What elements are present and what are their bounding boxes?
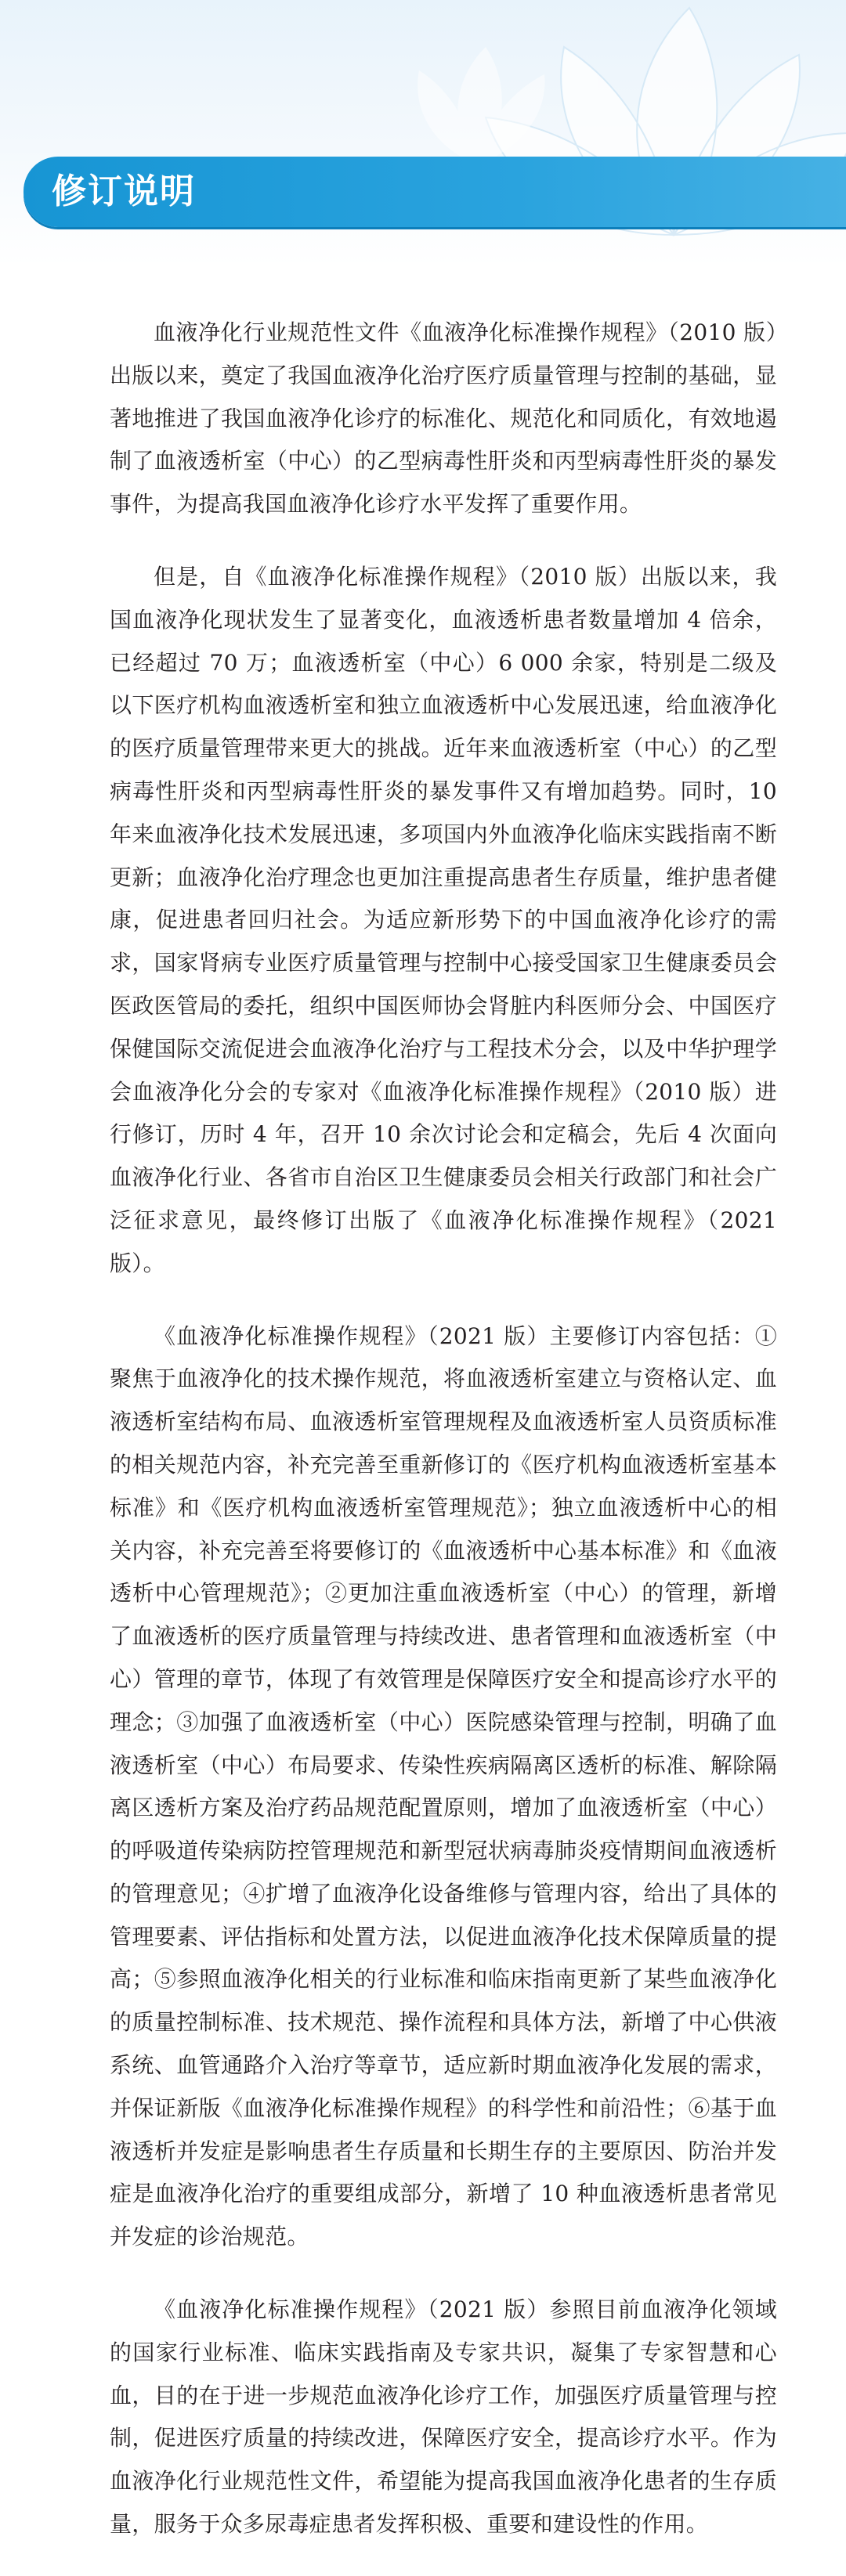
title-banner [24,157,846,227]
paragraph-3: 《血液净化标准操作规程》（2021 版）主要修订内容包括：①聚焦于血液净化的技术操作规范，将血液透析室建立与资格认定、血液透析室结构布局、血液透析室管理规程及血液透析室人员资质标准的相关规范内容，补充完善至重新修订的《医疗机构血液透析室基本标准》和《医疗机构血液透析室管理规范》；独立血液透析中心的相关内容，补充完善至将要修订的《血液透析中心基本标准》和《血液透析中心管理规范》；②更加注重血液透析室（中心）的管理，新增了血液透析的医疗质量管理与持续改进、患者管理和血液透析室（中心）管理的章节，体现了有效管理是保障医疗安全和提高诊疗水平的理念；③加强了血液透析室（中心）医院感染管理与控制，明确了血液透析室（中心）布局要求、传染性疾病隔离区透析的标准、解除隔离区透析方案及治疗药品规范配置原则，增加了血液透析室（中心）的呼吸道传染病防控管理规范和新型冠状病毒肺炎疫情期间血液透析的管理意见；④扩增了血液净化设备维修与管理内容，给出了具体的管理要素、评估指标和处置方法，以促进血液净化技术保障质量的提高；⑤参照血液净化相关的行业标准和临床指南更新了某些血液净化的质量控制标准、技术规范、操作流程和具体方法，新增了中心供液系统、血管通路介入治疗等章节，适应新时期血液净化发展的需求，并保证新版《血液净化标准操作规程》的科学性和前沿性；⑥基于血液透析并发症是影响患者生存质量和长期生存的主要原因、防治并发症是血液净化治疗的重要组成部分，新增了 10 种血液透析患者常见并发症的诊治规范。 [110,1322,777,2250]
paragraph-1: 血液净化行业规范性文件《血液净化标准操作规程》（2010 版）出版以来，奠定了我国血液净化治疗医疗质量管理与控制的基础，显著地推进了我国血液净化诊疗的标准化、规范化和同质化，有效地遏制了血液透析室（中心）的乙型病毒性肝炎和丙型病毒性肝炎的暴发事件，为提高我国血液净化诊疗水平发挥了重要作用。 [110,319,777,518]
paragraph-2: 但是，自《血液净化标准操作规程》（2010 版）出版以来，我国血液净化现状发生了显著变化，血液透析患者数量增加 4 倍余，已经超过 70 万；血液透析室（中心）6 000 余家，特别是二级及以下医疗机构血液透析室和独立血液透析中心发展迅速，给血液净化的医疗质量管理带来更大的挑战。近年来血液透析室（中心）的乙型病毒性肝炎和丙型病毒性肝炎的暴发事件又有增加趋势。同时，10 年来血液净化技术发展迅速，多项国内外血液净化临床实践指南不断更新；血液净化治疗理念也更加注重提高患者生存质量，维护患者健康，促进患者回归社会。为适应新形势下的中国血液净化诊疗的需求，国家肾病专业医疗质量管理与控制中心接受国家卫生健康委员会医政医管局的委托，组织中国医师协会肾脏内科医师分会、中国医疗保健国际交流促进会血液净化治疗与工程技术分会，以及中华护理学会血液净化分会的专家对《血液净化标准操作规程》（2010 版）进行修订，历时 4 年，召开 10 余次讨论会和定稿会，先后 4 次面向血液净化行业、各省市自治区卫生健康委员会相关行政部门和社会广泛征求意见，最终修订出版了《血液净化标准操作规程》（2021 版）。 [110,563,777,1276]
page-title: 修订说明 [52,171,196,211]
paragraph-4: 《血液净化标准操作规程》（2021 版）参照目前血液净化领域的国家行业标准、临床实践指南及专家共识，凝集了专家智慧和心血，目的在于进一步规范血液净化诊疗工作，加强医疗质量管理与控制，促进医疗质量的持续改进，保障医疗安全，提高诊疗水平。作为血液净化行业规范性文件，希望能为提高我国血液净化患者的生存质量，服务于众多尿毒症患者发挥积极、重要和建设性的作用。 [110,2296,777,2538]
document-body [110,312,777,2576]
